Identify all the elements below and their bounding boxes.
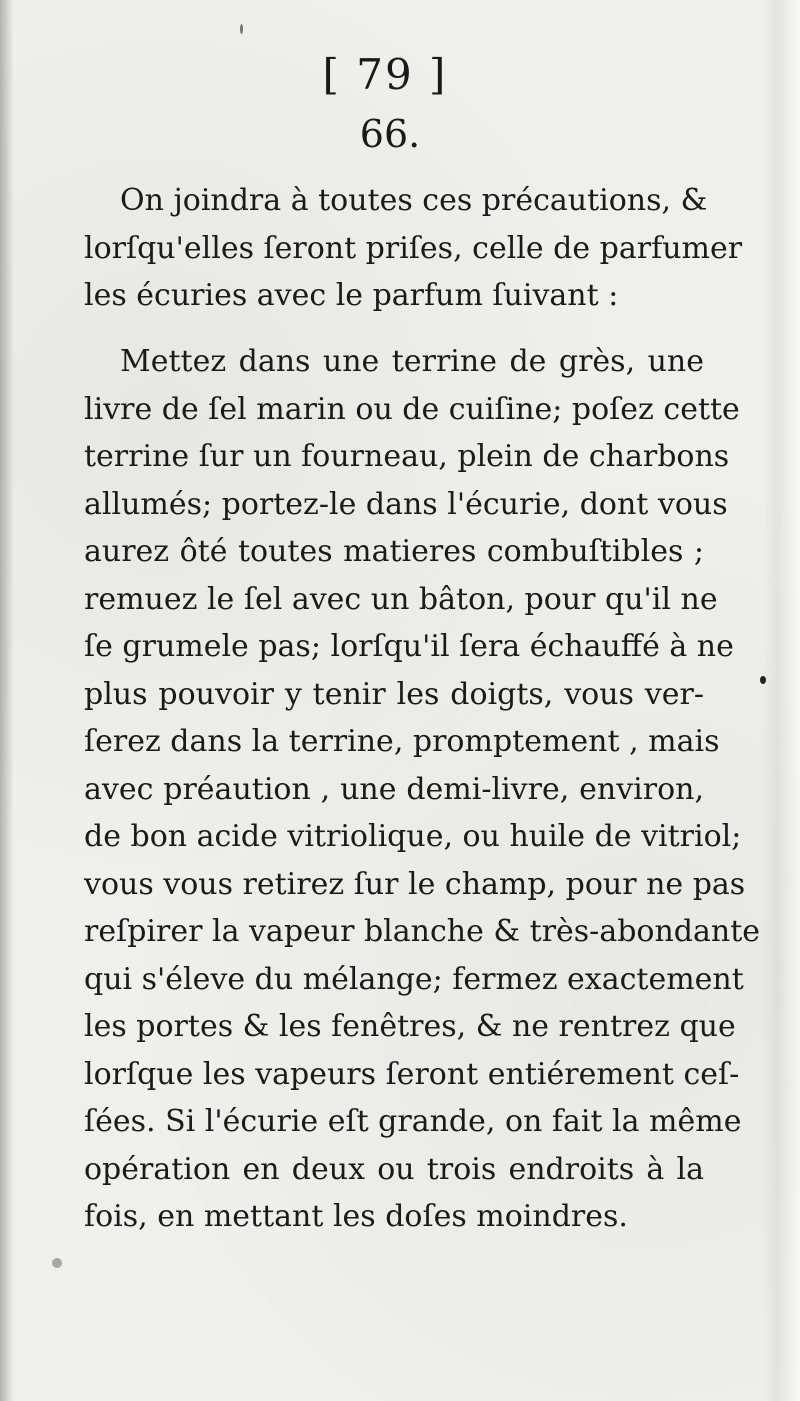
text-line: Mettez dans une terrine de grès, une	[120, 344, 704, 379]
text-line: reſpirer la vapeur blanche & très-abondante	[84, 914, 761, 949]
text-line: aurez ôté toutes matieres combuſtibles ;	[84, 534, 704, 569]
text-line: terrine ſur un fourneau, plein de charbons	[84, 439, 730, 474]
text-line: fois, en mettant les doſes moindres.	[84, 1199, 628, 1234]
page-number: [ 79 ]	[322, 50, 448, 99]
text-line: ſerez dans la terrine, promptement , mais	[84, 724, 720, 759]
text-line: allumés; portez-le dans l'écurie, dont vous	[84, 486, 728, 522]
text-line: qui s'éleve du mélange; fermez exactement	[84, 961, 744, 997]
ink-speck	[52, 1258, 62, 1268]
text-line: lorſque les vapeurs ſeront entiérement ceſ-	[84, 1056, 740, 1092]
text-line: ſées. Si l'écurie eſt grande, on fait la même	[84, 1104, 742, 1139]
text-line: opération en deux ou trois endroits à la	[84, 1151, 704, 1187]
ink-speck	[760, 676, 766, 684]
text-line: On joindra à toutes ces précautions, &	[120, 183, 708, 218]
text-line: livre de ſel marin ou de cuiſine; poſez cette	[84, 391, 740, 427]
text-line: ſe grumele pas; lorſqu'il ſera échauffé à ne	[84, 629, 734, 664]
paragraph-2	[84, 338, 761, 1241]
section-number: 66.	[359, 112, 421, 156]
page-edge	[762, 0, 800, 1401]
text-line: lorſqu'elles ſeront priſes, celle de parfumer	[84, 230, 743, 266]
page-gutter-shadow	[0, 0, 14, 1401]
paragraph-1	[84, 177, 743, 320]
text-line: de bon acide vitriolique, ou huile de vitriol;	[84, 819, 742, 854]
text-line: avec préaution , une demi-livre, environ,	[84, 771, 704, 807]
text-line: les portes & les fenêtres, & ne rentrez que	[84, 1009, 736, 1044]
text-line: les écuries avec le parfum ſuivant :	[84, 278, 619, 313]
text-line: remuez le ſel avec un bâton, pour qu'il ne	[84, 581, 718, 617]
text-line: vous vous retirez ſur le champ, pour ne pas	[84, 866, 746, 902]
text-line: plus pouvoir y tenir les doigts, vous ver-	[84, 676, 704, 712]
ink-speck	[240, 24, 243, 34]
